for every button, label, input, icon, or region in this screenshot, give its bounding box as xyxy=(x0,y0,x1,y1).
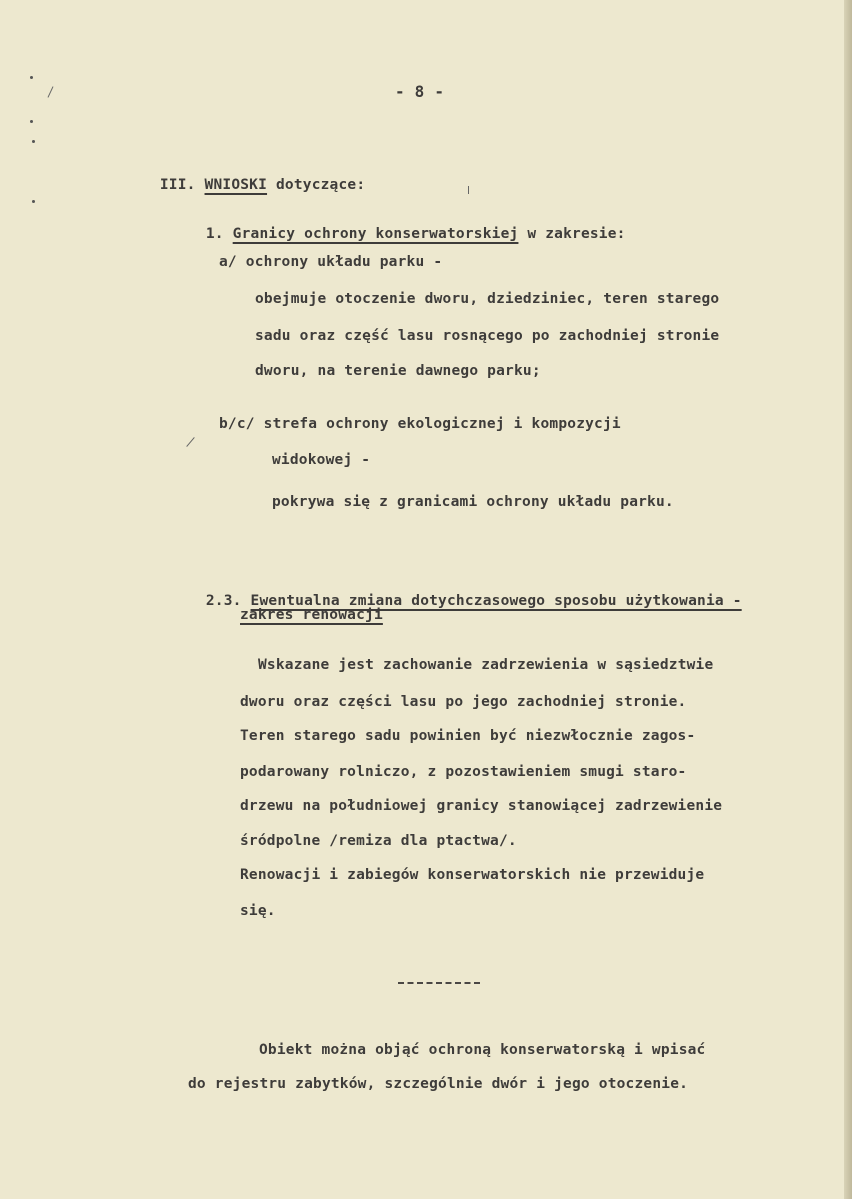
item2-body-line: drzewu na południowej granicy stanowiącej zadrzewienie xyxy=(240,798,723,814)
conclusion-line: do rejestru zabytków, szczególnie dwór i jego otoczenie. xyxy=(188,1076,689,1092)
item1-a-text-line: obejmuje otoczenie dworu, dziedziniec, teren starego xyxy=(255,291,720,307)
page-number: - 8 - xyxy=(395,82,445,101)
item2-body-line: się. xyxy=(240,903,276,919)
item2-body-line: podarowany rolniczo, z pozostawieniem smugi staro- xyxy=(240,764,687,780)
item2-body-line: Teren starego sadu powinien być niezwłocznie zagos- xyxy=(240,728,696,744)
item1-bc-label-line: widokowej - xyxy=(272,452,371,468)
item1-prefix: 1. xyxy=(205,226,233,242)
item1-a-label: a/ ochrony układu parku - xyxy=(219,254,443,270)
item1-suffix: w zakresie: xyxy=(518,226,626,242)
item1-heading xyxy=(188,204,626,244)
item1-a-text-line: dworu, na terenie dawnego parku; xyxy=(255,363,541,379)
conclusion-line: Obiekt można objąć ochroną konserwatorską i wpisać xyxy=(259,1042,706,1058)
paper-speck xyxy=(30,120,33,123)
item2-body-line: Renowacji i zabiegów konserwatorskich nie przewiduje xyxy=(240,867,705,883)
paper-mark xyxy=(186,437,194,447)
paper-speck xyxy=(32,200,35,203)
item2-title-line2: zakres renowacji xyxy=(240,607,383,623)
section-heading-prefix: III. xyxy=(159,177,205,193)
item2-body-line: Wskazane jest zachowanie zadrzewienia w sąsiedztwie xyxy=(258,657,714,673)
item2-prefix: 2.3. xyxy=(205,593,251,609)
item2-title-line1: Ewentualna zmiana dotychczasowego sposobu użytkowania - xyxy=(250,593,742,609)
item1-bc-text: pokrywa się z granicami ochrony układu parku. xyxy=(272,494,674,510)
paper-mark xyxy=(48,86,54,97)
paper-speck xyxy=(32,140,35,143)
page-edge xyxy=(844,0,852,1199)
separator-rule xyxy=(398,982,480,984)
item2-body-line: dworu oraz części lasu po jego zachodniej stronie. xyxy=(240,694,687,710)
item1-a-text-line: sadu oraz część lasu rosnącego po zachodniej stronie xyxy=(255,328,720,344)
section-heading-suffix: dotyczące: xyxy=(267,177,366,193)
section-heading-underlined: WNIOSKI xyxy=(204,177,268,193)
item1-underlined: Granicy ochrony konserwatorskiej xyxy=(232,226,519,242)
paper-mark xyxy=(468,186,469,194)
item2-body-line: śródpolne /remiza dla ptactwa/. xyxy=(240,833,517,849)
item1-bc-label-line: b/c/ strefa ochrony ekologicznej i kompozycji xyxy=(219,416,621,432)
paper-speck xyxy=(30,76,33,79)
section-heading xyxy=(142,155,365,195)
